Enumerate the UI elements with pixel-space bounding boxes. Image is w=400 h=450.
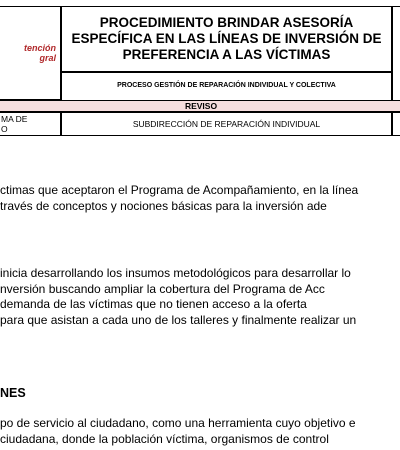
document-title: PROCEDIMIENTO BRINDAR ASESORÍA ESPECÍFICA EN LAS LÍNEAS DE INVERSIÓN DE PREFERENCIA A LAS VÍCTIMAS bbox=[71, 15, 382, 62]
document-header bbox=[0, 6, 400, 136]
text-line: para que asistan a cada uno de los talleres y finalmente realizar un bbox=[0, 312, 357, 327]
logo bbox=[24, 43, 56, 63]
text-line: nversión buscando ampliar la cobertura del Programa de Acc bbox=[0, 281, 325, 296]
review-row bbox=[0, 100, 400, 112]
right-cell bbox=[392, 6, 400, 101]
text-line: demanda de las víctimas que no tienen acceso a la oferta bbox=[0, 297, 307, 311]
review-label: REVISO bbox=[184, 101, 218, 111]
logo-line: gral bbox=[39, 53, 56, 63]
left-info-text: MA DE O bbox=[1, 114, 28, 134]
process-name: PROCESO GESTIÓN DE REPARACIÓN INDIVIDUAL Y COLECTIVA bbox=[117, 82, 336, 89]
paragraph-1 bbox=[0, 183, 400, 214]
reviewer-right-cell bbox=[392, 112, 400, 136]
paragraph-2 bbox=[0, 266, 400, 328]
section-heading: NES bbox=[0, 386, 26, 400]
logo-cell bbox=[0, 6, 61, 100]
reviewer-name: SUBDIRECCIÓN DE REPARACIÓN INDIVIDUAL bbox=[132, 119, 321, 129]
text-line: po de servicio al ciudadano, como una herramienta cuyo objetivo e bbox=[0, 416, 356, 430]
reviewer-cell bbox=[61, 112, 392, 136]
text-line: ctimas que aceptaron el Programa de Acompañamiento, en la línea bbox=[0, 183, 359, 197]
title-cell bbox=[61, 6, 392, 72]
process-cell bbox=[61, 72, 392, 101]
text-line: través de conceptos y nociones básicas para la inversión ade bbox=[0, 198, 327, 213]
left-info-cell bbox=[0, 112, 61, 136]
text-line: ciudadana, donde la población víctima, organismos de control bbox=[0, 431, 329, 446]
logo-line: tención bbox=[23, 43, 56, 53]
text-line: inicia desarrollando los insumos metodológicos para desarrollar lo bbox=[0, 266, 351, 280]
paragraph-3 bbox=[0, 416, 400, 447]
